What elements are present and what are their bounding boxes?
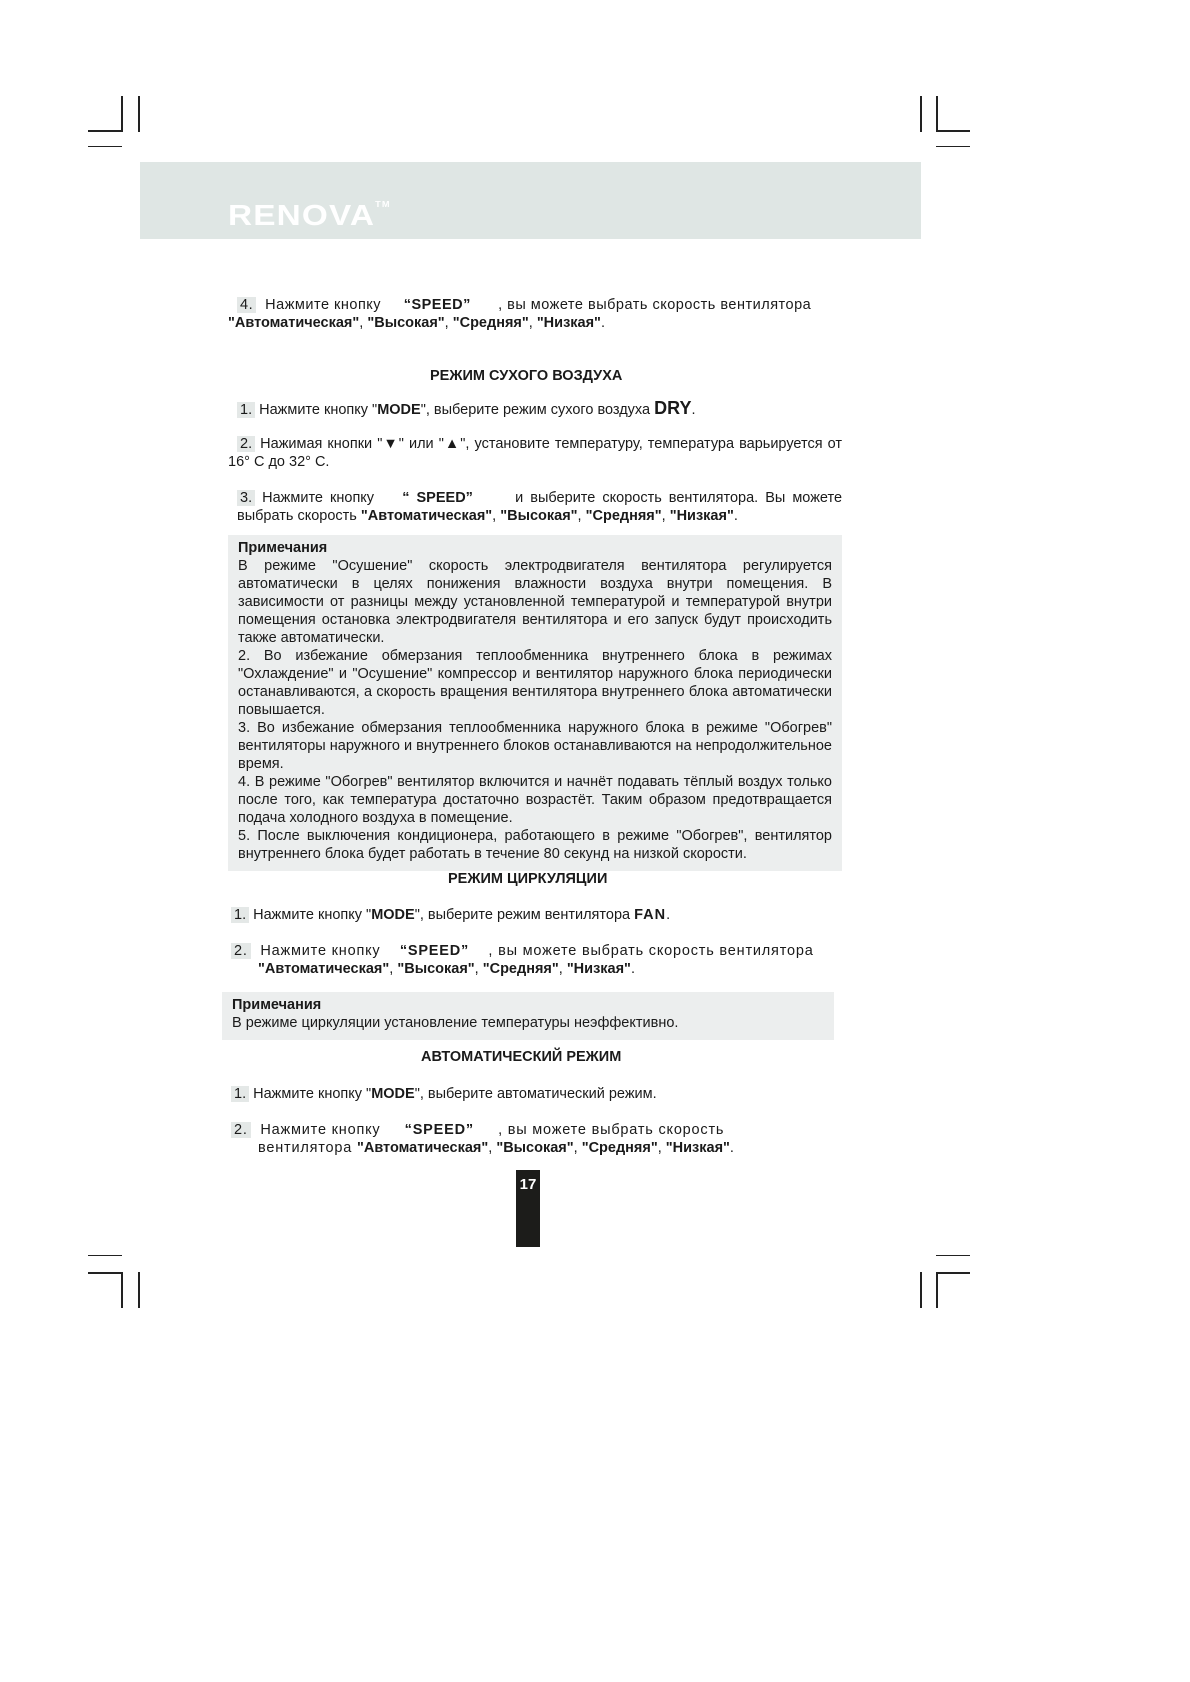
crop-mark xyxy=(88,130,122,132)
crop-mark xyxy=(936,96,938,132)
dry-step-3: 3. Нажмите кнопку “ SPEED” и выберите скорость вентилятора. Вы можете выбрать скорость "Автоматическая", "Высокая", "Средняя", "Низкая". xyxy=(237,490,843,524)
fan-step-2: 2. Нажмите кнопку “SPEED” , вы можете выбрать скорость вентилятора "Автоматическая", "Высокая", "Средняя", "Низкая". xyxy=(231,942,818,978)
speed-options: "Автоматическая", "Высокая", "Средняя", "Низкая". xyxy=(228,315,605,331)
crop-mark xyxy=(88,1272,122,1274)
fan-step-1: 1. Нажмите кнопку "MODE", выберите режим вентилятора FAN. xyxy=(231,906,670,924)
page-number: 17 xyxy=(516,1170,540,1247)
dry-notes: Примечания В режиме "Осушение" скорость электродвигателя вентилятора регулируется автоматически в целях понижения влажности воздуха внутри помещения. В зависимости от разницы между установленной температурой и температурой внутри помещения остановка электродвигателя вентилятора и его запуск будут происходить также автоматически. 2. Во избежание обмерзания теплообменника внутреннего блока в режимах "Охлаждение" и "Осушение" компрессор и вентилятор наружного блока периодически останавливаются, а скорость вращения вентилятора внутреннего блока автоматически повышается. 3. Во избежание обмерзания теплообменника наружного блока в режиме "Обогрев" вентиляторы наружного и внутреннего блоков останавливаются на непродолжительное время. 4. В режиме "Обогрев" вентилятор включится и начнёт подавать тёплый воздух только после того, как температура достаточно возрастёт. Таким образом предотвращается подача холодного воздуха в помещение. 5. После выключения кондиционера, работающего в режиме "Обогрев", вентилятор внутреннего блока будет работать в течение 80 секунд на низкой скорости. xyxy=(228,535,842,871)
crop-mark xyxy=(138,1272,140,1308)
section-title-auto: АВТОМАТИЧЕСКИЙ РЕЖИМ xyxy=(421,1049,622,1065)
renova-logo: RENOVA™ xyxy=(228,200,391,232)
intro-step: 4. Нажмите кнопку “SPEED” , вы можете выбрать скорость вентилятора xyxy=(237,296,842,314)
dry-step-1: 1. Нажмите кнопку "MODE", выберите режим сухого воздуха DRY. xyxy=(237,399,696,419)
header-banner xyxy=(140,162,921,239)
auto-step-1: 1. Нажмите кнопку "MODE", выберите автоматический режим. xyxy=(231,1085,657,1103)
crop-mark xyxy=(920,1272,922,1308)
crop-mark xyxy=(121,1272,123,1308)
crop-mark xyxy=(121,96,123,132)
crop-mark xyxy=(936,1272,970,1274)
crop-mark xyxy=(138,96,140,132)
section-title-fan: РЕЖИМ ЦИРКУЛЯЦИИ xyxy=(448,871,608,887)
auto-step-2: 2. Нажмите кнопку “SPEED” , вы можете выбрать скорость вентилятора "Автоматическая", "Высокая", "Средняя", "Низкая". xyxy=(231,1121,818,1157)
crop-mark xyxy=(920,96,922,132)
crop-mark xyxy=(88,1255,122,1256)
section-title-dry: РЕЖИМ СУХОГО ВОЗДУХА xyxy=(430,368,623,384)
crop-mark xyxy=(936,1255,970,1256)
crop-mark xyxy=(936,130,970,132)
dry-step-2: 2. Нажимая кнопки "▼" или "▲", установите температуру, температура варьируется от 16° С до 32° С. xyxy=(228,436,843,470)
crop-mark xyxy=(936,146,970,147)
fan-notes: Примечания В режиме циркуляции установление температуры неэффективно. xyxy=(222,992,834,1040)
crop-mark xyxy=(88,146,122,147)
crop-mark xyxy=(936,1272,938,1308)
